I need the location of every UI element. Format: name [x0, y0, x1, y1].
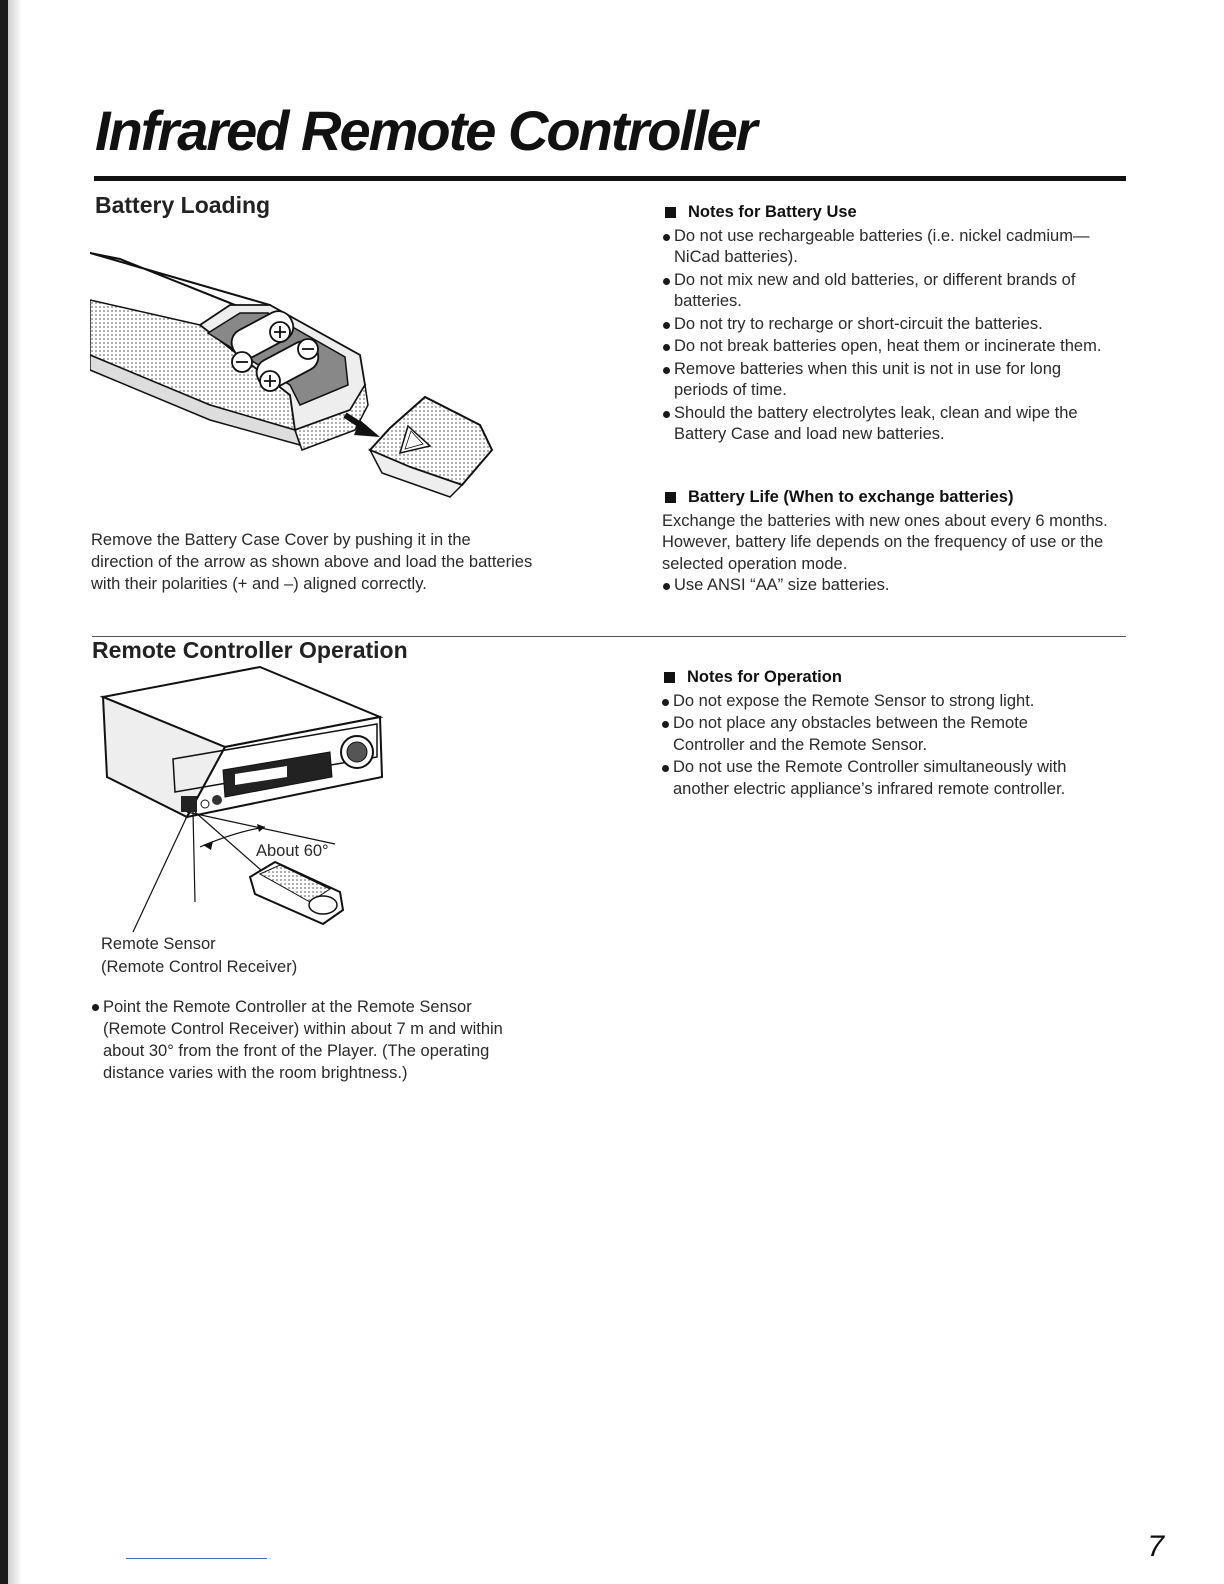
list-item: Do not try to recharge or short-circuit the batteries. [662, 314, 1112, 336]
square-bullet-icon [665, 492, 676, 503]
list-item: Do not use rechargeable batteries (i.e. nickel cadmium—NiCad batteries). [662, 226, 1112, 269]
list-item: Do not expose the Remote Sensor to strong light. [661, 691, 1101, 713]
binding-edge [0, 0, 8, 1584]
remote-sensor-label: Remote Sensor [101, 935, 216, 953]
title-rule [94, 176, 1126, 181]
notes-operation [661, 667, 1101, 801]
list-item: Do not place any obstacles between the Remote Controller and the Remote Sensor. [661, 713, 1101, 756]
remote-operation-heading: Remote Controller Operation [92, 637, 408, 663]
battery-loading-heading: Battery Loading [95, 192, 271, 218]
square-bullet-icon [665, 207, 676, 218]
list-item: Should the battery electrolytes leak, clean and wipe the Battery Case and load new batteries. [662, 403, 1112, 446]
notes-battery-use-list [662, 226, 1112, 446]
remote-sensor-sublabel: (Remote Control Receiver) [101, 958, 298, 976]
battery-life-heading: Battery Life (When to exchange batteries) [662, 487, 1117, 509]
battery-loading-description [91, 529, 536, 595]
remote-operation-illustration [95, 662, 395, 942]
square-bullet-icon [664, 672, 675, 683]
list-item: Use ANSI “AA” size batteries. [662, 575, 1117, 597]
battery-loading-description-text: Remove the Battery Case Cover by pushing it in the direction of the arrow as shown above and load the batteries with their polarities (+ and –) aligned correctly. [91, 531, 533, 593]
remote-operation-list [91, 996, 531, 1084]
battery-case-cover [370, 397, 492, 497]
remote-operation-instructions [91, 996, 531, 1085]
list-item: Do not break batteries open, heat them or incinerate them. [662, 336, 1112, 358]
list-item: Do not use the Remote Controller simultaneously with another electric appliance’s infrared remote controller. [661, 757, 1101, 800]
battery-life [662, 487, 1117, 598]
binding-shadow [8, 0, 22, 1584]
player-unit [103, 667, 382, 817]
battery-life-text: Exchange the batteries with new ones about every 6 months. However, battery life depends on the frequency of use or the selected operation mode. [662, 511, 1108, 573]
notes-battery-use-heading: Notes for Battery Use [662, 202, 1112, 224]
remote-controller-back [90, 253, 368, 450]
notes-operation-list [661, 691, 1101, 801]
handheld-remote-icon [250, 862, 343, 924]
battery-loading-illustration [90, 245, 510, 520]
page-title: Infrared Remote Controller [95, 99, 756, 162]
battery-life-list [662, 575, 1117, 597]
page-number: 7 [1147, 1530, 1164, 1563]
notes-operation-heading: Notes for Operation [661, 667, 1101, 689]
footer-rule [126, 1558, 267, 1559]
list-item: Point the Remote Controller at the Remote Sensor (Remote Control Receiver) within about 7 m and within about 30° from the front of the Player. (The operating distance varies with the room brightness.) [91, 996, 531, 1084]
angle-label: About 60° [256, 842, 329, 860]
list-item: Remove batteries when this unit is not in use for long periods of time. [662, 359, 1112, 402]
notes-battery-use [662, 202, 1112, 447]
sensor-leader-lines [133, 812, 195, 932]
list-item: Do not mix new and old batteries, or different brands of batteries. [662, 270, 1112, 313]
